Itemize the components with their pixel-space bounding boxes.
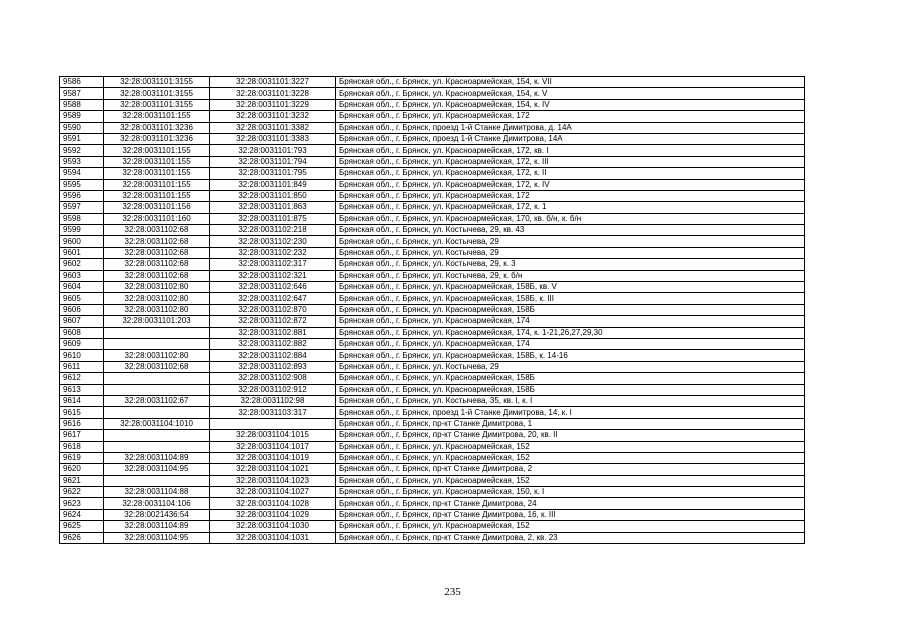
address-cell: Брянская обл., г. Брянск, ул. Красноармейская, 152 <box>336 475 805 486</box>
address-cell: Брянская обл., г. Брянск, ул. Красноармейская, 154, к. VII <box>336 77 805 88</box>
cadastral-number-cell: 32:28:0031102:646 <box>210 282 336 293</box>
old-cadastral-number-cell: 32:28:0031101:203 <box>104 316 210 327</box>
address-cell: Брянская обл., г. Брянск, ул. Красноармейская, 174 <box>336 316 805 327</box>
address-cell: Брянская обл., г. Брянск, ул. Красноармейская, 158Б, к. 14-16 <box>336 350 805 361</box>
cadastral-number-cell: 32:28:0031102:908 <box>210 373 336 384</box>
row-number-cell: 9626 <box>60 532 104 543</box>
row-number-cell: 9593 <box>60 156 104 167</box>
old-cadastral-number-cell: 32:28:0031101:155 <box>104 179 210 190</box>
old-cadastral-number-cell: 32:28:0031102:80 <box>104 282 210 293</box>
old-cadastral-number-cell: 32:28:0031102:80 <box>104 293 210 304</box>
table-row <box>60 99 805 110</box>
row-number-cell: 9606 <box>60 304 104 315</box>
row-number-cell: 9597 <box>60 202 104 213</box>
old-cadastral-number-cell: 32:28:0031101:3155 <box>104 99 210 110</box>
page-number: 235 <box>444 586 461 598</box>
table-row <box>60 156 805 167</box>
old-cadastral-number-cell <box>104 441 210 452</box>
old-cadastral-number-cell: 32:28:0031102:67 <box>104 395 210 406</box>
table-row <box>60 225 805 236</box>
row-number-cell: 9619 <box>60 452 104 463</box>
cadastral-number-cell: 32:28:0031102:218 <box>210 225 336 236</box>
cadastral-number-cell: 32:28:0031101:875 <box>210 213 336 224</box>
old-cadastral-number-cell: 32:28:0031104:89 <box>104 452 210 463</box>
old-cadastral-number-cell: 32:28:0031102:68 <box>104 361 210 372</box>
registry-table-body <box>60 77 805 544</box>
row-number-cell: 9605 <box>60 293 104 304</box>
row-number-cell: 9624 <box>60 509 104 520</box>
old-cadastral-number-cell: 32:28:0031102:68 <box>104 270 210 281</box>
cadastral-number-cell: 32:28:0031102:912 <box>210 384 336 395</box>
table-row <box>60 111 805 122</box>
address-cell: Брянская обл., г. Брянск, ул. Костычева, 29 <box>336 361 805 372</box>
cadastral-number-cell: 32:28:0031104:1019 <box>210 452 336 463</box>
cadastral-number-cell: 32:28:0031104:1031 <box>210 532 336 543</box>
cadastral-number-cell: 32:28:0031102:870 <box>210 304 336 315</box>
address-cell: Брянская обл., г. Брянск, ул. Красноармейская, 158Б <box>336 373 805 384</box>
address-cell: Брянская обл., г. Брянск, проезд 1-й Станке Димитрова, 14А <box>336 133 805 144</box>
address-cell: Брянская обл., г. Брянск, ул. Костычева, 29 <box>336 247 805 258</box>
table-row <box>60 236 805 247</box>
address-cell: Брянская обл., г. Брянск, пр-кт Станке Димитрова, 16, к. III <box>336 509 805 520</box>
old-cadastral-number-cell: 32:28:0031104:95 <box>104 464 210 475</box>
table-row <box>60 327 805 338</box>
row-number-cell: 9617 <box>60 430 104 441</box>
address-cell: Брянская обл., г. Брянск, ул. Костычева, 35, кв. I, к. I <box>336 395 805 406</box>
old-cadastral-number-cell: 32:28:0031101:156 <box>104 202 210 213</box>
address-cell: Брянская обл., г. Брянск, пр-кт Станке Димитрова, 2, кв. 23 <box>336 532 805 543</box>
old-cadastral-number-cell: 32:28:0031102:68 <box>104 236 210 247</box>
row-number-cell: 9589 <box>60 111 104 122</box>
cadastral-number-cell: 32:28:0031101:793 <box>210 145 336 156</box>
table-row <box>60 452 805 463</box>
address-cell: Брянская обл., г. Брянск, ул. Костычева, 29, к. б/н <box>336 270 805 281</box>
old-cadastral-number-cell: 32:28:0031104:106 <box>104 498 210 509</box>
row-number-cell: 9595 <box>60 179 104 190</box>
row-number-cell: 9603 <box>60 270 104 281</box>
row-number-cell: 9620 <box>60 464 104 475</box>
row-number-cell: 9608 <box>60 327 104 338</box>
row-number-cell: 9594 <box>60 168 104 179</box>
old-cadastral-number-cell: 32:28:0031101:155 <box>104 168 210 179</box>
row-number-cell: 9616 <box>60 418 104 429</box>
address-cell: Брянская обл., г. Брянск, ул. Красноармейская, 152 <box>336 452 805 463</box>
cadastral-number-cell: 32:28:0031101:849 <box>210 179 336 190</box>
address-cell: Брянская обл., г. Брянск, ул. Красноармейская, 172, к. 1 <box>336 202 805 213</box>
row-number-cell: 9598 <box>60 213 104 224</box>
cadastral-number-cell: 32:28:0031104:1017 <box>210 441 336 452</box>
address-cell: Брянская обл., г. Брянск, ул. Красноармейская, 174, к. 1-21,26,27,29,30 <box>336 327 805 338</box>
row-number-cell: 9625 <box>60 521 104 532</box>
table-row <box>60 395 805 406</box>
cadastral-number-cell: 32:28:0031101:863 <box>210 202 336 213</box>
old-cadastral-number-cell: 32:28:0031104:89 <box>104 521 210 532</box>
row-number-cell: 9590 <box>60 122 104 133</box>
table-row <box>60 532 805 543</box>
old-cadastral-number-cell: 32:28:0031101:3155 <box>104 88 210 99</box>
old-cadastral-number-cell: 32:28:0031102:68 <box>104 247 210 258</box>
address-cell: Брянская обл., г. Брянск, ул. Красноармейская, 172, к. IV <box>336 179 805 190</box>
row-number-cell: 9612 <box>60 373 104 384</box>
cadastral-number-cell: 32:28:0031101:3228 <box>210 88 336 99</box>
table-row <box>60 168 805 179</box>
address-cell: Брянская обл., г. Брянск, ул. Красноармейская, 172 <box>336 111 805 122</box>
table-row <box>60 304 805 315</box>
table-row <box>60 122 805 133</box>
old-cadastral-number-cell: 32:28:0031102:80 <box>104 304 210 315</box>
cadastral-number-cell: 32:28:0031103:317 <box>210 407 336 418</box>
address-cell: Брянская обл., г. Брянск, пр-кт Станке Димитрова, 20, кв. II <box>336 430 805 441</box>
cadastral-number-cell: 32:28:0031102:882 <box>210 338 336 349</box>
old-cadastral-number-cell: 32:28:0031102:68 <box>104 225 210 236</box>
row-number-cell: 9623 <box>60 498 104 509</box>
cadastral-number-cell: 32:28:0031101:3382 <box>210 122 336 133</box>
old-cadastral-number-cell: 32:28:0031104:1010 <box>104 418 210 429</box>
cadastral-number-cell: 32:28:0031102:232 <box>210 247 336 258</box>
row-number-cell: 9591 <box>60 133 104 144</box>
table-row <box>60 407 805 418</box>
row-number-cell: 9614 <box>60 395 104 406</box>
row-number-cell: 9602 <box>60 259 104 270</box>
old-cadastral-number-cell: 32:28:0021436:54 <box>104 509 210 520</box>
row-number-cell: 9599 <box>60 225 104 236</box>
cadastral-number-cell: 32:28:0031104:1029 <box>210 509 336 520</box>
address-cell: Брянская обл., г. Брянск, ул. Красноармейская, 172, к. II <box>336 168 805 179</box>
row-number-cell: 9607 <box>60 316 104 327</box>
table-row <box>60 487 805 498</box>
table-row <box>60 384 805 395</box>
cadastral-number-cell: 32:28:0031104:1030 <box>210 521 336 532</box>
row-number-cell: 9610 <box>60 350 104 361</box>
row-number-cell: 9621 <box>60 475 104 486</box>
table-row <box>60 509 805 520</box>
address-cell: Брянская обл., г. Брянск, ул. Красноармейская, 150, к. I <box>336 487 805 498</box>
address-cell: Брянская обл., г. Брянск, ул. Красноармейская, 172, к. III <box>336 156 805 167</box>
old-cadastral-number-cell: 32:28:0031101:3236 <box>104 133 210 144</box>
row-number-cell: 9604 <box>60 282 104 293</box>
table-row <box>60 373 805 384</box>
old-cadastral-number-cell: 32:28:0031101:155 <box>104 111 210 122</box>
address-cell: Брянская обл., г. Брянск, ул. Красноармейская, 172, кв. I <box>336 145 805 156</box>
table-row <box>60 418 805 429</box>
address-cell: Брянская обл., г. Брянск, ул. Костычева, 29, к. 3 <box>336 259 805 270</box>
table-row <box>60 430 805 441</box>
cadastral-number-cell: 32:28:0031104:1027 <box>210 487 336 498</box>
address-cell: Брянская обл., г. Брянск, пр-кт Станке Димитрова, 24 <box>336 498 805 509</box>
address-cell: Брянская обл., г. Брянск, ул. Красноармейская, 154, к. IV <box>336 99 805 110</box>
table-row <box>60 145 805 156</box>
cadastral-number-cell: 32:28:0031102:647 <box>210 293 336 304</box>
cadastral-number-cell: 32:28:0031101:794 <box>210 156 336 167</box>
address-cell: Брянская обл., г. Брянск, ул. Красноармейская, 158Б <box>336 304 805 315</box>
old-cadastral-number-cell <box>104 384 210 395</box>
table-row <box>60 350 805 361</box>
table-row <box>60 282 805 293</box>
address-cell: Брянская обл., г. Брянск, ул. Красноармейская, 152 <box>336 441 805 452</box>
old-cadastral-number-cell <box>104 430 210 441</box>
old-cadastral-number-cell <box>104 327 210 338</box>
old-cadastral-number-cell: 32:28:0031101:160 <box>104 213 210 224</box>
address-cell: Брянская обл., г. Брянск, пр-кт Станке Димитрова, 2 <box>336 464 805 475</box>
old-cadastral-number-cell: 32:28:0031101:155 <box>104 156 210 167</box>
old-cadastral-number-cell <box>104 407 210 418</box>
cadastral-number-cell: 32:28:0031101:795 <box>210 168 336 179</box>
cadastral-number-cell: 32:28:0031104:1028 <box>210 498 336 509</box>
cadastral-number-cell <box>210 418 336 429</box>
address-cell: Брянская обл., г. Брянск, ул. Красноармейская, 154, к. V <box>336 88 805 99</box>
cadastral-number-cell: 32:28:0031102:321 <box>210 270 336 281</box>
row-number-cell: 9587 <box>60 88 104 99</box>
table-row <box>60 247 805 258</box>
table-row <box>60 190 805 201</box>
cadastral-number-cell: 32:28:0031101:3227 <box>210 77 336 88</box>
table-row <box>60 213 805 224</box>
registry-table <box>59 76 805 544</box>
table-row <box>60 133 805 144</box>
row-number-cell: 9601 <box>60 247 104 258</box>
table-row <box>60 179 805 190</box>
row-number-cell: 9596 <box>60 190 104 201</box>
table-row <box>60 293 805 304</box>
row-number-cell: 9609 <box>60 338 104 349</box>
old-cadastral-number-cell: 32:28:0031104:88 <box>104 487 210 498</box>
row-number-cell: 9613 <box>60 384 104 395</box>
address-cell: Брянская обл., г. Брянск, проезд 1-й Станке Димитрова, 14, к. I <box>336 407 805 418</box>
table-row <box>60 77 805 88</box>
old-cadastral-number-cell <box>104 373 210 384</box>
address-cell: Брянская обл., г. Брянск, ул. Красноармейская, 158Б, к. III <box>336 293 805 304</box>
cadastral-number-cell: 32:28:0031102:884 <box>210 350 336 361</box>
row-number-cell: 9592 <box>60 145 104 156</box>
old-cadastral-number-cell: 32:28:0031101:155 <box>104 145 210 156</box>
row-number-cell: 9622 <box>60 487 104 498</box>
address-cell: Брянская обл., г. Брянск, ул. Красноармейская, 172 <box>336 190 805 201</box>
row-number-cell: 9588 <box>60 99 104 110</box>
row-number-cell: 9611 <box>60 361 104 372</box>
cadastral-number-cell: 32:28:0031102:893 <box>210 361 336 372</box>
cadastral-number-cell: 32:28:0031101:850 <box>210 190 336 201</box>
address-cell: Брянская обл., г. Брянск, ул. Костычева, 29 <box>336 236 805 247</box>
table-row <box>60 475 805 486</box>
address-cell: Брянская обл., г. Брянск, пр-кт Станке Димитрова, 1 <box>336 418 805 429</box>
cadastral-number-cell: 32:28:0031102:317 <box>210 259 336 270</box>
row-number-cell: 9618 <box>60 441 104 452</box>
table-row <box>60 441 805 452</box>
old-cadastral-number-cell <box>104 338 210 349</box>
cadastral-number-cell: 32:28:0031104:1015 <box>210 430 336 441</box>
row-number-cell: 9600 <box>60 236 104 247</box>
cadastral-number-cell: 32:28:0031101:3229 <box>210 99 336 110</box>
old-cadastral-number-cell: 32:28:0031104:95 <box>104 532 210 543</box>
cadastral-number-cell: 32:28:0031102:98 <box>210 395 336 406</box>
table-row <box>60 316 805 327</box>
address-cell: Брянская обл., г. Брянск, ул. Красноармейская, 158Б <box>336 384 805 395</box>
table-row <box>60 202 805 213</box>
address-cell: Брянская обл., г. Брянск, ул. Красноармейская, 174 <box>336 338 805 349</box>
row-number-cell: 9615 <box>60 407 104 418</box>
cadastral-number-cell: 32:28:0031102:872 <box>210 316 336 327</box>
row-number-cell: 9586 <box>60 77 104 88</box>
cadastral-number-cell: 32:28:0031104:1021 <box>210 464 336 475</box>
cadastral-number-cell: 32:28:0031101:3383 <box>210 133 336 144</box>
old-cadastral-number-cell: 32:28:0031101:3155 <box>104 77 210 88</box>
old-cadastral-number-cell <box>104 475 210 486</box>
table-row <box>60 361 805 372</box>
table-row <box>60 259 805 270</box>
table-row <box>60 270 805 281</box>
address-cell: Брянская обл., г. Брянск, проезд 1-й Станке Димитрова, д. 14А <box>336 122 805 133</box>
table-row <box>60 338 805 349</box>
table-row <box>60 498 805 509</box>
table-row <box>60 88 805 99</box>
table-row <box>60 464 805 475</box>
cadastral-number-cell: 32:28:0031104:1023 <box>210 475 336 486</box>
old-cadastral-number-cell: 32:28:0031101:155 <box>104 190 210 201</box>
cadastral-number-cell: 32:28:0031101:3232 <box>210 111 336 122</box>
old-cadastral-number-cell: 32:28:0031101:3236 <box>104 122 210 133</box>
old-cadastral-number-cell: 32:28:0031102:80 <box>104 350 210 361</box>
address-cell: Брянская обл., г. Брянск, ул. Красноармейская, 152 <box>336 521 805 532</box>
table-row <box>60 521 805 532</box>
cadastral-number-cell: 32:28:0031102:881 <box>210 327 336 338</box>
address-cell: Брянская обл., г. Брянск, ул. Красноармейская, 170, кв. б/н, к. б/н <box>336 213 805 224</box>
address-cell: Брянская обл., г. Брянск, ул. Красноармейская, 158Б, кв. V <box>336 282 805 293</box>
address-cell: Брянская обл., г. Брянск, ул. Костычева, 29, кв. 43 <box>336 225 805 236</box>
old-cadastral-number-cell: 32:28:0031102:68 <box>104 259 210 270</box>
cadastral-number-cell: 32:28:0031102:230 <box>210 236 336 247</box>
